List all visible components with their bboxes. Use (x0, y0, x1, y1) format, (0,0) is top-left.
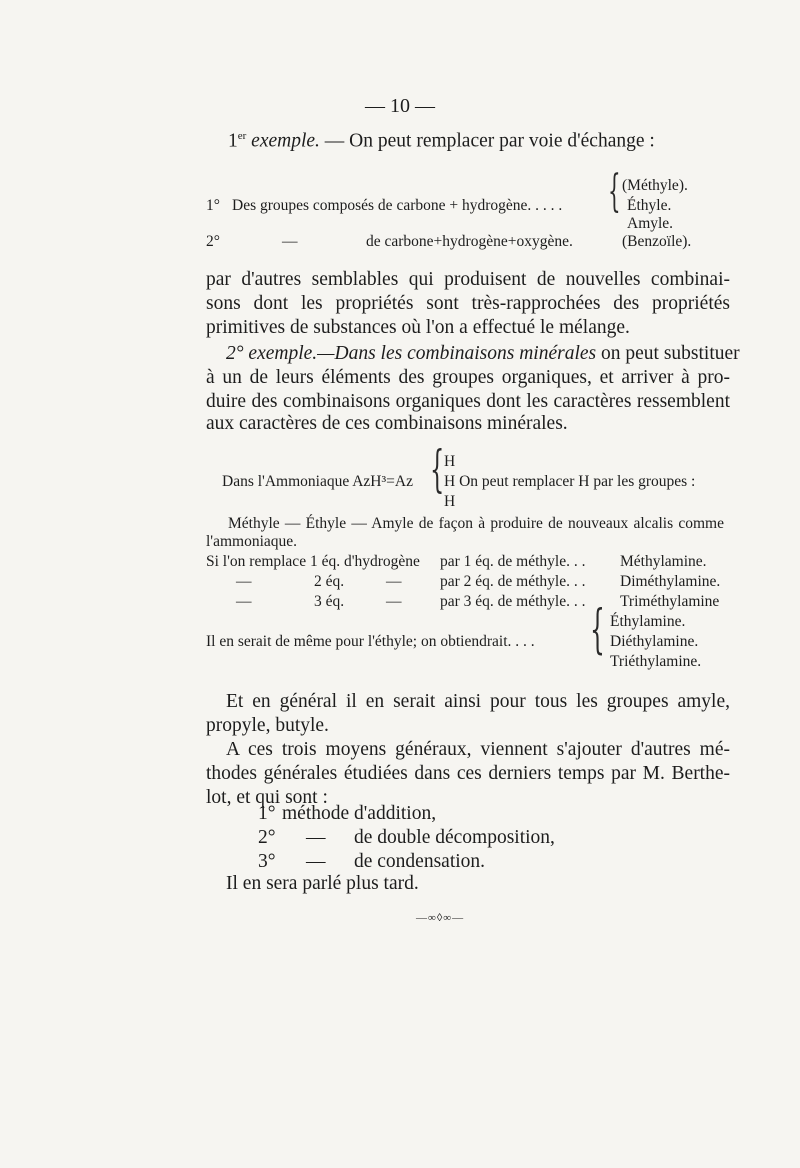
brace-ethyl: { (590, 600, 605, 660)
group-methyl: (Méthyle). (622, 177, 688, 194)
paragraph1-line3: primitives de substances où l'on a effectué le mélange. (206, 317, 630, 338)
substitution-1-par: par 1 éq. de méthyle. . . (440, 553, 586, 570)
paragraph4-line2: thodes générales étudiées dans ces derniers temps par M. Berthe- (206, 763, 730, 784)
paragraph1-line1: par d'autres semblables qui produisent de nouvelles combinai- (206, 269, 730, 290)
example1-item1-text: Des groupes composés de carbone + hydrogène. . . . . (232, 197, 563, 214)
example2-lead: 2° exemple.—Dans les combinaisons minérales (226, 343, 597, 364)
closing-line: Il en sera parlé plus tard. (226, 873, 419, 894)
group-benzoyl: (Benzoïle). (622, 233, 692, 250)
group-amyl: Amyle. (627, 215, 674, 232)
substitution-2-result: Diméthylamine. (620, 573, 721, 590)
substitution-3-par: par 3 éq. de méthyle. . . (440, 593, 586, 610)
method-1-text: méthode d'addition, (282, 803, 437, 824)
method-3-text: de condensation. (354, 851, 486, 872)
brace-groups: { (608, 166, 621, 217)
substitution-1-result: Méthylamine. (620, 553, 707, 570)
example2-line4: aux caractères de ces combinaisons minérales. (206, 413, 568, 434)
example1-heading-sup: er (237, 130, 247, 142)
substitution-3-lead: 3 éq. (314, 593, 345, 610)
ammonia-formula: Dans l'Ammoniaque AzH³=Az (222, 473, 413, 490)
example1-heading-rest: — On peut remplacer par voie d'échange : (319, 130, 655, 152)
group-ethyl: Éthyle. (627, 197, 672, 214)
methyl-line: Méthyle — Éthyle — Amyle de façon à produire de nouveaux alcalis comme (228, 515, 724, 532)
method-3-num: 3° (258, 851, 276, 872)
substitution-2-lead: 2 éq. (314, 573, 345, 590)
example1-item2-text: de carbone+hydrogène+oxygène. (366, 233, 573, 250)
method-2-dash: — (306, 827, 326, 848)
ethyl-result-1: Éthylamine. (610, 613, 686, 630)
example1-heading-word: exemple. (251, 130, 320, 152)
method-1-num: 1° (258, 803, 276, 824)
methyl-line-cont: l'ammoniaque. (206, 533, 298, 550)
page-number: — 10 — (365, 95, 435, 117)
substitution-1-lead: Si l'on remplace 1 éq. d'hydrogène (206, 553, 420, 570)
example1-item2-dash: — (282, 233, 298, 250)
ethyl-lead: Il en serait de même pour l'éthyle; on obtiendrait. . . . (206, 633, 535, 650)
method-3-dash: — (306, 851, 326, 872)
example2-line3: duire des combinaisons organiques dont les caractères ressemblent (206, 391, 730, 412)
ammonia-h-mid: H On peut remplacer H par les groupes : (444, 473, 696, 490)
ammonia-h-bot: H (444, 493, 456, 510)
substitution-2-dash: — (236, 573, 252, 590)
method-2-text: de double décomposition, (354, 827, 555, 848)
substitution-2-dash2: — (386, 573, 402, 590)
example2-line1-rest: on peut substituer (596, 343, 740, 364)
example2-line1 (226, 342, 740, 366)
example1-heading-num: 1 (228, 130, 238, 152)
ethyl-result-2: Diéthylamine. (610, 633, 699, 650)
substitution-3-dash2: — (386, 593, 402, 610)
method-2-num: 2° (258, 827, 276, 848)
example1-heading (228, 124, 655, 154)
ornament-divider: —∞◊∞— (416, 912, 465, 924)
brace-ammonia: { (430, 440, 445, 498)
example1-item2-num: 2° (206, 233, 220, 250)
substitution-3-dash: — (236, 593, 252, 610)
ethyl-result-3: Triéthylamine. (610, 653, 702, 670)
paragraph3-line1: Et en général il en serait ainsi pour tous les groupes amyle, (226, 691, 730, 712)
substitution-3-result: Triméthylamine (620, 593, 720, 610)
paragraph3-line2: propyle, butyle. (206, 715, 329, 736)
ammonia-h-top: H (444, 453, 456, 470)
example1-item1-num: 1° (206, 197, 220, 214)
paragraph4-line3: lot, et qui sont : (206, 787, 328, 808)
example2-line2: à un de leurs éléments des groupes organiques, et arriver à pro- (206, 367, 730, 388)
paragraph1-line2: sons dont les propriétés sont très-rapprochées des propriétés (206, 293, 730, 314)
paragraph4-line1: A ces trois moyens généraux, viennent s'ajouter d'autres mé- (226, 739, 730, 760)
substitution-2-par: par 2 éq. de méthyle. . . (440, 573, 586, 590)
